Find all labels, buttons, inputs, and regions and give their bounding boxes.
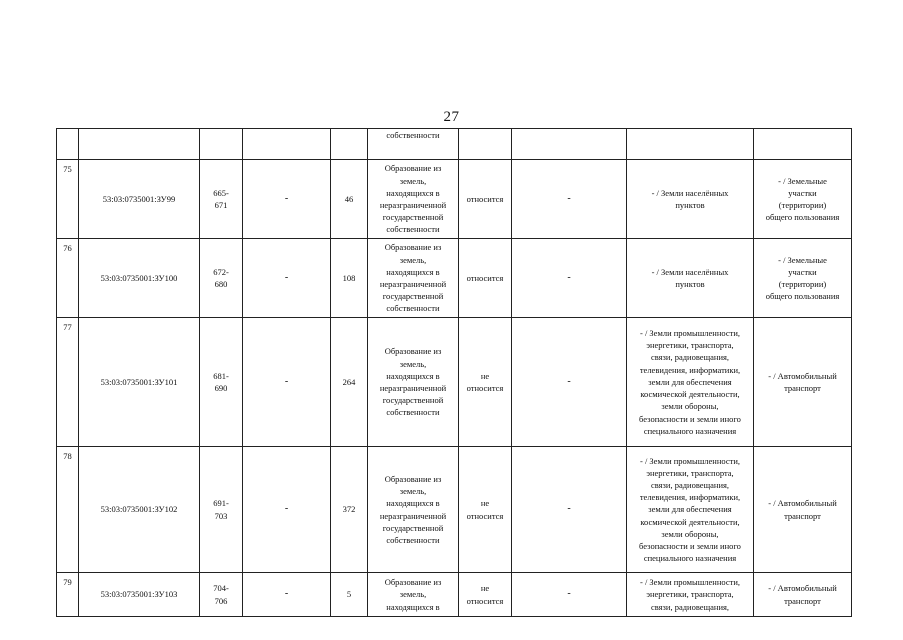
cell-cadastral [79, 129, 200, 160]
cell-c4: - [243, 447, 331, 573]
cell-relation: не относится [459, 447, 512, 573]
cell-cadastral: 53:03:0735001:ЗУ100 [79, 239, 200, 318]
cell-category: - / Земли населённых пунктов [627, 239, 754, 318]
cell-points [200, 129, 243, 160]
cell-category: - / Земли промышленности, энергетики, транспорта, связи, радиовещания, [627, 573, 754, 617]
cell-c8: - [512, 160, 627, 239]
cell-points: 681- 690 [200, 318, 243, 447]
cell-relation: не относится [459, 318, 512, 447]
cell-area: 108 [331, 239, 368, 318]
table-row [57, 573, 852, 617]
table-row [57, 160, 852, 239]
cell-method: Образование из земель, находящихся в неразграниченной государственной собственности [368, 160, 459, 239]
cell-area: 264 [331, 318, 368, 447]
cell-relation: относится [459, 239, 512, 318]
cell-c4 [243, 129, 331, 160]
cell-method: Образование из земель, находящихся в неразграниченной государственной собственности [368, 447, 459, 573]
cell-area: 5 [331, 573, 368, 617]
cell-cadastral: 53:03:0735001:ЗУ102 [79, 447, 200, 573]
cell-c4: - [243, 318, 331, 447]
cell-num [57, 129, 79, 160]
cell-c8: - [512, 239, 627, 318]
cell-num: 75 [57, 160, 79, 239]
page-number: 27 [443, 109, 460, 125]
cell-area [331, 129, 368, 160]
cell-method: Образование из земель, находящихся в неразграниченной государственной собственности [368, 318, 459, 447]
cell-method: Образование из земель, находящихся в [368, 573, 459, 617]
table-row-continued [57, 129, 852, 160]
cell-num: 79 [57, 573, 79, 617]
cell-c8: - [512, 573, 627, 617]
cell-category: - / Земли промышленности, энергетики, транспорта, связи, радиовещания, телевидения, информатики, земли для обеспечения космической деятельности, земли обороны, безопасности и земли иного специального назначения [627, 447, 754, 573]
cell-use: - / Автомобильный транспорт [754, 318, 852, 447]
cell-c4: - [243, 239, 331, 318]
cell-use: - / Земельные участки (территории) общего пользования [754, 239, 852, 318]
cell-c8: - [512, 447, 627, 573]
cell-relation [459, 129, 512, 160]
cell-points: 665- 671 [200, 160, 243, 239]
cell-cadastral: 53:03:0735001:ЗУ103 [79, 573, 200, 617]
cell-num: 77 [57, 318, 79, 447]
cell-use: - / Автомобильный транспорт [754, 573, 852, 617]
cell-c4: - [243, 160, 331, 239]
cell-points: 672- 680 [200, 239, 243, 318]
cell-area: 46 [331, 160, 368, 239]
cell-cadastral: 53:03:0735001:ЗУ99 [79, 160, 200, 239]
cell-relation: относится [459, 160, 512, 239]
cell-relation: не относится [459, 573, 512, 617]
table-row [57, 239, 852, 318]
cell-area: 372 [331, 447, 368, 573]
cell-points: 704- 706 [200, 573, 243, 617]
cell-use: - / Автомобильный транспорт [754, 447, 852, 573]
cell-category: - / Земли населённых пунктов [627, 160, 754, 239]
table-row [57, 447, 852, 573]
land-plots-table [56, 128, 852, 617]
cell-category [627, 129, 754, 160]
cell-cadastral: 53:03:0735001:ЗУ101 [79, 318, 200, 447]
cell-use [754, 129, 852, 160]
cell-c8: - [512, 318, 627, 447]
cell-category: - / Земли промышленности, энергетики, транспорта, связи, радиовещания, телевидения, информатики, земли для обеспечения космической деятельности, земли обороны, безопасности и земли иного специального назначения [627, 318, 754, 447]
cell-points: 691- 703 [200, 447, 243, 573]
cell-c4: - [243, 573, 331, 617]
cell-method: собственности [368, 129, 459, 160]
cell-num: 78 [57, 447, 79, 573]
cell-method: Образование из земель, находящихся в неразграниченной государственной собственности [368, 239, 459, 318]
cell-num: 76 [57, 239, 79, 318]
cell-c8 [512, 129, 627, 160]
cell-use: - / Земельные участки (территории) общего пользования [754, 160, 852, 239]
table-row [57, 318, 852, 447]
